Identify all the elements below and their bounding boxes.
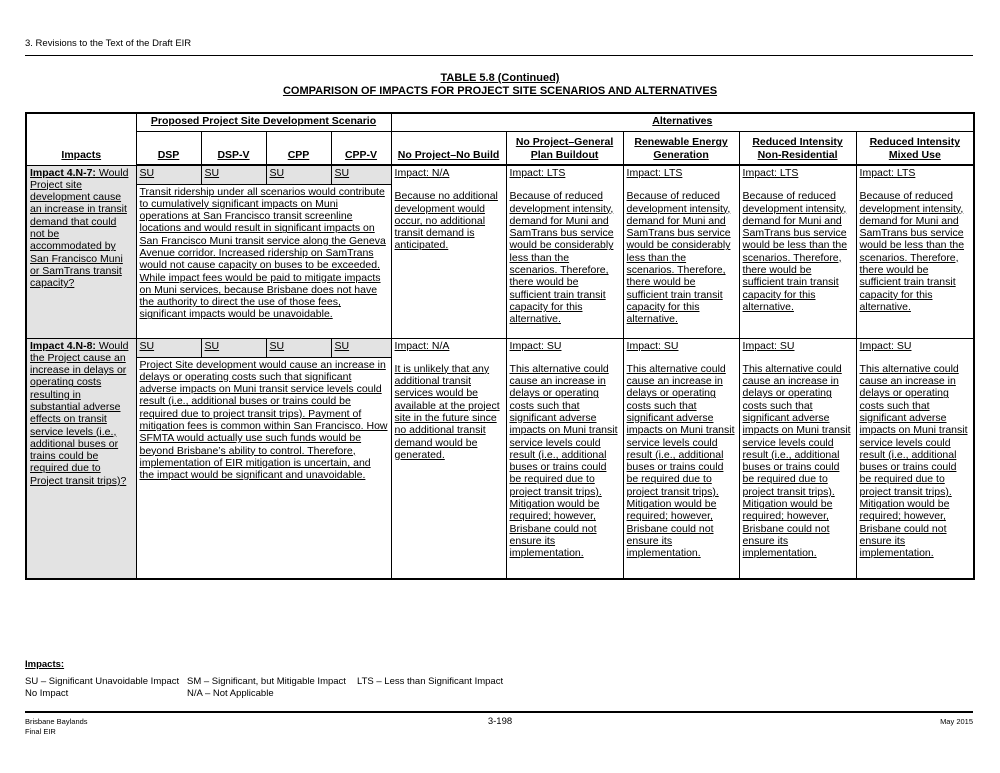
alt-cell-ri-nonres <box>739 165 856 338</box>
table-title-line2: COMPARISON OF IMPACTS FOR PROJECT SITE SCENARIOS AND ALTERNATIVES <box>282 84 718 97</box>
col-header-no-build: No Project–No Build <box>391 131 506 165</box>
scenario-description-4n8: Project Site development would cause an increase in delays or operating costs such that significant adverse impacts on Muni transit service levels could result (i.e., additional buses or trains could be required due to project transit trips). Payment of mitigation fees is common within San Francisco. How SFMTA would actually use such funds would be beyond Brisbane’s ability to control. Therefore, implementation of EIR mitigation is uncertain, and the impact would be significant and unavoidable. <box>136 357 391 579</box>
alt-impact-level: Impact: SU <box>742 339 795 352</box>
legend-na: N/A – Not Applicable <box>187 688 274 699</box>
impact-question-text: Would the Project cause an increase in delays or operating costs resulting in substantial adverse effects on transit service levels (i.e., additional buses or trains could be required due to Project transit trips)? <box>30 339 129 487</box>
rating-dsp: SU <box>136 338 201 357</box>
alt-impact-level: Impact: LTS <box>509 167 566 179</box>
alt-cell-no-build <box>391 338 506 579</box>
col-header-dsp: DSP <box>136 131 201 165</box>
alt-cell-ri-nonres <box>739 338 856 579</box>
alt-impact-text: This alternative could cause an increase in delays or operating costs such that significant adverse impacts on Muni transit service levels could result (i.e., additional buses or trains could be required due to project transit trips). Mitigation would be required; however, Brisbane could not ensure its implementation. <box>742 362 851 560</box>
alt-impact-text: Because of reduced development intensity, demand for Muni and SamTrans bus service would be considerably less than the scenarios. Therefore, there would be sufficient train transit capacity for this alternative. <box>626 190 731 326</box>
col-header-cpp: CPP <box>266 131 331 165</box>
col-group-scenario: Proposed Project Site Development Scenario <box>136 113 391 131</box>
legend-row-1 <box>25 676 503 688</box>
alt-cell-gp-buildout <box>506 165 623 338</box>
rating-cpp: SU <box>266 165 331 184</box>
col-header-ri-nonres: Reduced Intensity Non-Residential <box>739 131 856 165</box>
alt-cell-gp-buildout <box>506 338 623 579</box>
col-header-dsp-v: DSP-V <box>201 131 266 165</box>
scenario-description-4n7: Transit ridership under all scenarios would contribute to cumulatively significant impacts on Muni operations at San Francisco transit screenline locations and would result in significant impacts on San Francisco Muni transit service along the Geneva Avenue corridor. Increased ridership on SamTrans would not cause capacity on buses to be exceeded. While impact fees would be paid to mitigate impacts on Muni services, because Brisbane does not have the authority to direct the use of those fees, significant impacts would be unavoidable. <box>136 184 391 338</box>
alt-impact-text: This alternative could cause an increase in delays or operating costs such that significant adverse impacts on Muni transit service levels could result (i.e., additional buses or trains could be required due to project transit trips). Mitigation would be required; however, Brisbane could not ensure its implementation. <box>626 362 735 560</box>
impacts-legend <box>25 659 503 700</box>
legend-title: Impacts: <box>25 659 65 670</box>
legend-no-impact: No Impact <box>25 688 69 699</box>
alt-cell-ri-mixed <box>856 338 974 579</box>
alt-impact-text: Because no additional development would occur, no additional transit demand is anticipated. <box>394 190 498 252</box>
impact-id: Impact 4.N-7: <box>30 166 96 179</box>
alt-impact-level: Impact: SU <box>626 339 679 352</box>
legend-row-2 <box>25 688 503 700</box>
table-title-line1: TABLE 5.8 (Continued) <box>440 72 560 84</box>
rating-dsp-v: SU <box>201 165 266 184</box>
rating-cpp-v: SU <box>331 338 391 357</box>
footer-left-line2: Final EIR <box>25 726 56 736</box>
alt-impact-text: Because of reduced development intensity, demand for Muni and SamTrans bus service would be considerably less than the scenarios. Therefore, there would be sufficient train transit capacity for this alternative. <box>509 190 614 326</box>
alt-impact-level: Impact: N/A <box>394 339 450 352</box>
alt-impact-level: Impact: LTS <box>626 167 683 179</box>
rating-dsp: SU <box>136 165 201 184</box>
alt-impact-level: Impact: SU <box>859 339 912 352</box>
alt-cell-ri-mixed <box>856 165 974 338</box>
rating-dsp-v: SU <box>201 338 266 357</box>
running-header: 3. Revisions to the Text of the Draft EIR <box>25 38 192 49</box>
rating-cpp: SU <box>266 338 331 357</box>
footer-page-number: 3-198 <box>487 716 513 727</box>
legend-su: SU – Significant Unavoidable Impact <box>25 676 180 687</box>
alt-impact-text: Because of reduced development intensity, demand for Muni and SamTrans bus service would be less than the scenarios. Therefore, there would be sufficient train transit capacity for this alternative. <box>859 190 965 313</box>
impact-question-4n8 <box>26 338 136 579</box>
alt-impact-text: This alternative could cause an increase in delays or operating costs such that significant adverse impacts on Muni transit service levels could result (i.e., additional buses or trains could be required due to project transit trips). Mitigation would be required; however, Brisbane could not ensure its implementation. <box>509 362 618 560</box>
header-rule <box>25 55 973 56</box>
col-header-cpp-v: CPP-V <box>331 131 391 165</box>
rating-cpp-v: SU <box>331 165 391 184</box>
alt-cell-no-build <box>391 165 506 338</box>
alt-impact-level: Impact: N/A <box>394 167 450 179</box>
alt-impact-text: It is unlikely that any additional transit services would be available at the project site in the future since no additional transit demand would be generated. <box>394 362 500 461</box>
col-group-alternatives: Alternatives <box>391 113 974 131</box>
alt-impact-level: Impact: LTS <box>859 167 916 179</box>
col-header-impacts: Impacts <box>26 113 136 165</box>
footer-left-line1: Brisbane Baylands <box>25 717 88 726</box>
impact-question-4n7 <box>26 165 136 338</box>
footer-date: May 2015 <box>940 717 973 726</box>
col-header-renewable: Renewable Energy Generation <box>623 131 739 165</box>
comparison-table <box>25 112 975 580</box>
alt-cell-renewable <box>623 338 739 579</box>
alt-impact-level: Impact: LTS <box>742 167 799 179</box>
legend-sm: SM – Significant, but Mitigable Impact <box>187 676 346 687</box>
alt-impact-text: Because of reduced development intensity, demand for Muni and SamTrans bus service would be less than the scenarios. Therefore, there would be sufficient train transit capacity for this alternative. <box>742 190 848 313</box>
impact-question-text: Would Project site development cause an increase in transit demand that could not be accommodated by San Francisco Muni or SamTrans transit capacity? <box>30 166 129 290</box>
alt-impact-level: Impact: SU <box>509 339 562 352</box>
alt-cell-renewable <box>623 165 739 338</box>
col-header-gp-buildout: No Project–General Plan Buildout <box>506 131 623 165</box>
footer-rule <box>25 711 973 713</box>
table-title <box>0 72 1000 97</box>
alt-impact-text: This alternative could cause an increase in delays or operating costs such that significant adverse impacts on Muni transit service levels could result (i.e., additional buses or trains could be required due to project transit trips). Mitigation would be required; however, Brisbane could not ensure its implementation. <box>859 362 968 560</box>
legend-lts: LTS – Less than Significant Impact <box>357 676 504 687</box>
impact-id: Impact 4.N-8: <box>30 339 96 352</box>
col-header-ri-mixed: Reduced Intensity Mixed Use <box>856 131 974 165</box>
